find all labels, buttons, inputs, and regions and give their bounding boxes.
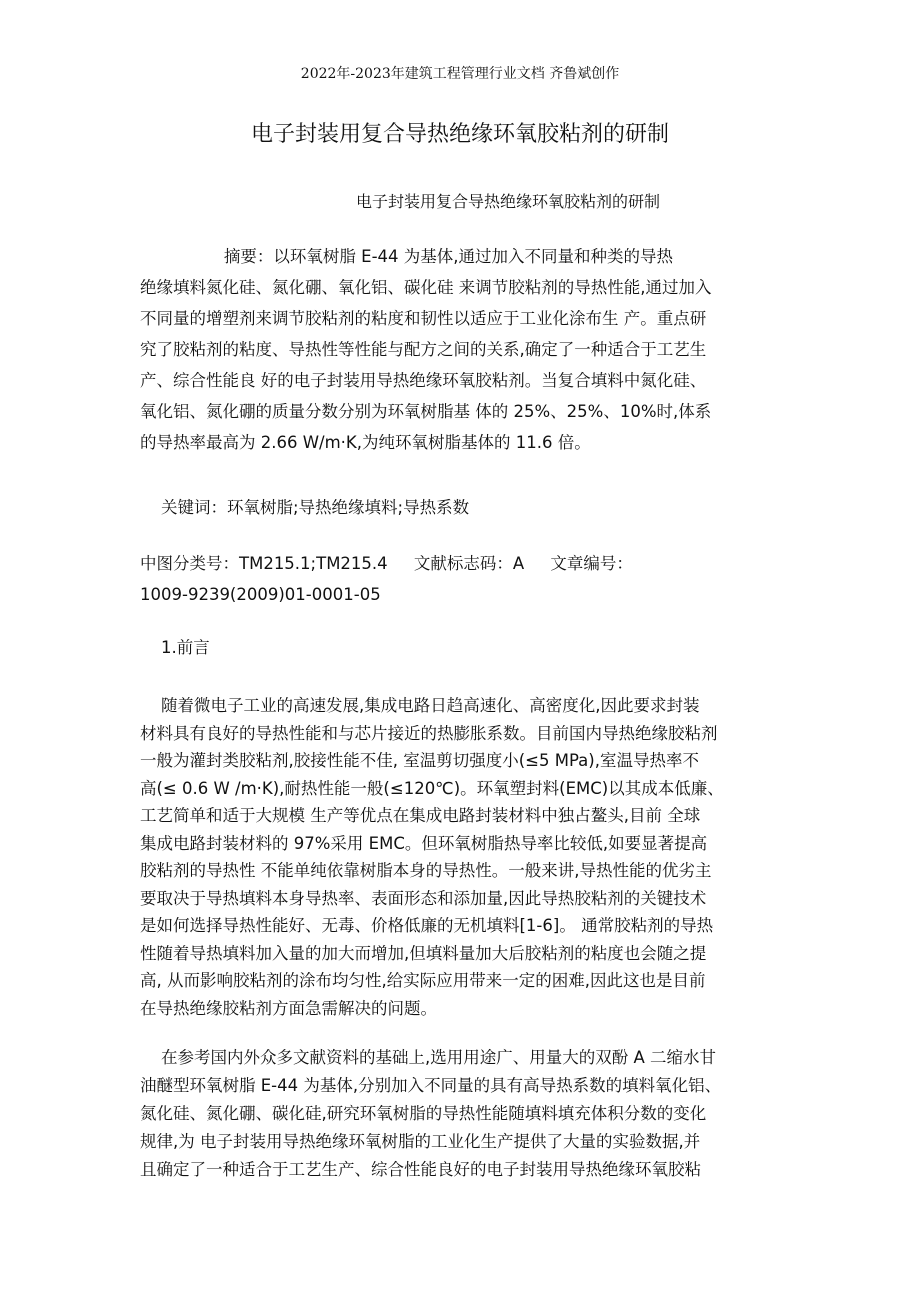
keywords-line: 关键词：环氧树脂;导热绝缘填料;导热系数 bbox=[140, 498, 470, 517]
paragraph-line: 氮化硅、氮化硼、碳化硅,研究环氧树脂的导热性能随填料填充体积分数的变化 bbox=[140, 1104, 707, 1123]
paragraph-line: 工艺简单和适于大规模 生产等优点在集成电路封装材料中独占鳌头,目前 全球 bbox=[140, 806, 701, 825]
paragraph-line: 规律,为 电子封装用导热绝缘环氧树脂的工业化生产提供了大量的实验数据,并 bbox=[140, 1132, 701, 1151]
classification-line: 中图分类号：TM215.1;TM215.4 文献标志码：A 文章编号： bbox=[140, 554, 633, 573]
paragraph-line: 要取决于导热填料本身导热率、表面形态和添加量,因此导热胶粘剂的关键技术 bbox=[140, 888, 707, 908]
section-heading-text: 1.前言 bbox=[140, 638, 210, 657]
paragraph-line: 胶粘剂的导热性 不能单纯依靠树脂本身的导热性。一般来讲,导热性能的优劣主 bbox=[140, 861, 712, 880]
paragraph-line: 随着微电子工业的高速发展,集成电路日趋高速化、高密度化,因此要求封装 bbox=[140, 696, 700, 715]
keywords bbox=[140, 492, 790, 523]
section-heading bbox=[140, 632, 790, 663]
paragraph-line: 一般为灌封类胶粘剂,胶接性能不佳, 室温剪切强度小(≤5 MPa),室温导热率不 bbox=[140, 751, 699, 770]
paragraph-line: 在导热绝缘胶粘剂方面急需解决的问题。 bbox=[140, 998, 437, 1018]
paragraph-2 bbox=[140, 1044, 790, 1184]
paragraph-line: 且确定了一种适合于工艺生产、综合性能良好的电子封装用导热绝缘环氧胶粘 bbox=[140, 1160, 701, 1179]
document-title: 电子封装用复合导热绝缘环氧胶粘剂的研制 bbox=[250, 122, 669, 147]
abstract-line: 绝缘填料氮化硅、氮化硼、氧化铝、碳化硅 来调节胶粘剂的导热性能,通过加入 bbox=[140, 278, 712, 297]
abstract-line: 究了胶粘剂的粘度、导热性等性能与配方之间的关系,确定了一种适合于工艺生 bbox=[140, 340, 707, 359]
paragraph-line: 材料具有良好的导热性能和与芯片接近的热膨胀系数。目前国内导热绝缘胶粘剂 bbox=[140, 723, 718, 743]
classification-line: 1009-9239(2009)01-0001-05 bbox=[140, 585, 381, 604]
paragraph-line: 性随着导热填料加入量的加大而增加,但填料量加大后胶粘剂的粘度也会随之提 bbox=[140, 943, 707, 963]
abstract-line: 不同量的增塑剂来调节胶粘剂的粘度和韧性以适应于工业化涂布生 产。重点研 bbox=[140, 309, 707, 328]
abstract-line: 摘要：以环氧树脂 E-44 为基体,通过加入不同量和种类的导热 bbox=[140, 247, 674, 266]
paragraph-line: 高, 从而影响胶粘剂的涂布均匀性,给实际应用带来一定的困难,因此这也是目前 bbox=[140, 971, 706, 990]
classification bbox=[140, 548, 790, 610]
abstract bbox=[140, 241, 790, 458]
abstract-line: 的导热率最高为 2.66 W/m·K,为纯环氧树脂基体的 11.6 倍。 bbox=[140, 433, 591, 452]
paragraph-line: 在参考国内外众多文献资料的基础上,选用用途广、用量大的双酚 A 二缩水甘 bbox=[140, 1048, 717, 1067]
paragraph-line: 是如何选择导热性能好、无毒、价格低廉的无机填料[1-6]。 通常胶粘剂的导热 bbox=[140, 916, 714, 935]
abstract-line: 氧化铝、氮化硼的质量分数分别为环氧树脂基 体的 25%、25%、10%时,体系 bbox=[140, 402, 712, 421]
paragraph-line: 集成电路封装材料的 97%采用 EMC。但环氧树脂热导率比较低,如要显著提高 bbox=[140, 833, 708, 853]
page-header: 2022年-2023年建筑工程管理行业文档 齐鲁斌创作 bbox=[300, 66, 620, 82]
paragraph-line: 高(≤ 0.6 W /m·K),耐热性能一般(≤120℃)。环氧塑封料(EMC)以其成本低廉、 bbox=[140, 778, 724, 798]
abstract-line: 产、综合性能良 好的电子封装用导热绝缘环氧胶粘剂。当复合填料中氮化硅、 bbox=[140, 371, 707, 390]
document-subtitle: 电子封装用复合导热绝缘环氧胶粘剂的研制 bbox=[356, 192, 661, 211]
paragraph-line: 油醚型环氧树脂 E-44 为基体,分别加入不同量的具有高导热系数的填料氧化铝、 bbox=[140, 1076, 722, 1095]
paragraph-1 bbox=[140, 692, 790, 1022]
